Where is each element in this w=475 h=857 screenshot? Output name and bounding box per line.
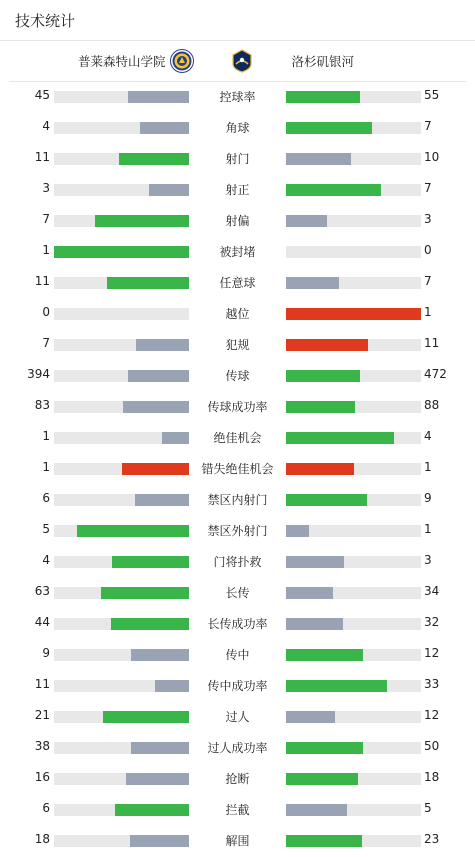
home-stat-bar <box>54 308 189 320</box>
away-stat-value: 7 <box>424 274 432 288</box>
home-stat-bar <box>54 835 189 847</box>
home-stat-bar <box>54 742 189 754</box>
home-stat-bar-fill <box>126 773 189 785</box>
home-stat-value: 5 <box>42 522 50 536</box>
away-stat-value: 3 <box>424 212 432 226</box>
away-stat-bar <box>286 401 421 413</box>
stat-label: 门将扑救 <box>213 555 262 569</box>
away-stat-value: 55 <box>424 88 440 102</box>
home-stat-bar-fill <box>111 618 189 630</box>
away-stat-bar <box>286 618 421 630</box>
stat-row <box>0 175 475 206</box>
home-stat-bar-fill <box>123 401 189 413</box>
home-stat-bar <box>54 277 189 289</box>
home-stat-value: 11 <box>34 274 50 288</box>
home-stat-bar-fill <box>135 494 189 506</box>
home-stat-bar-fill <box>136 339 189 351</box>
away-stat-bar <box>286 184 421 196</box>
away-stat-bar <box>286 556 421 568</box>
away-stat-bar <box>286 153 421 165</box>
stat-row <box>0 702 475 733</box>
stat-row <box>0 113 475 144</box>
stat-row <box>0 795 475 826</box>
away-stat-value: 12 <box>424 708 440 722</box>
stat-label: 射门 <box>225 152 250 166</box>
away-stat-bar-fill <box>286 494 367 506</box>
stat-row <box>0 237 475 268</box>
stat-row <box>0 144 475 175</box>
home-stat-value: 1 <box>42 429 50 443</box>
home-stat-value: 6 <box>42 491 50 505</box>
away-stat-value: 3 <box>424 553 432 567</box>
away-stat-bar-fill <box>286 773 358 785</box>
stat-label: 传中成功率 <box>207 679 268 693</box>
stats-list <box>0 82 475 857</box>
home-stat-value: 44 <box>34 615 50 629</box>
away-team-logo-icon <box>230 49 254 73</box>
stat-row <box>0 392 475 423</box>
home-stat-value: 38 <box>34 739 50 753</box>
away-stat-bar-fill <box>286 835 362 847</box>
away-stat-bar <box>286 91 421 103</box>
stat-row <box>0 733 475 764</box>
home-stat-value: 7 <box>42 212 50 226</box>
away-stat-value: 12 <box>424 646 440 660</box>
stat-row <box>0 268 475 299</box>
stat-label: 长传 <box>225 586 250 600</box>
stat-label: 传球 <box>225 369 250 383</box>
away-stat-value: 472 <box>424 367 447 381</box>
away-stat-value: 10 <box>424 150 440 164</box>
home-stat-bar <box>54 91 189 103</box>
home-team[interactable] <box>78 41 194 81</box>
home-stat-bar <box>54 122 189 134</box>
away-stat-bar <box>286 587 421 599</box>
home-team-name: 普莱森特山学院 <box>77 54 166 69</box>
home-stat-bar <box>54 184 189 196</box>
home-stat-value: 7 <box>42 336 50 350</box>
away-stat-value: 1 <box>424 522 432 536</box>
stat-label: 错失绝佳机会 <box>201 462 274 476</box>
away-stat-bar-fill <box>286 122 372 134</box>
away-stat-bar <box>286 370 421 382</box>
away-stat-value: 1 <box>424 305 432 319</box>
away-stat-bar <box>286 215 421 227</box>
away-stat-bar <box>286 308 421 320</box>
home-stat-bar-fill <box>162 432 189 444</box>
stat-label: 越位 <box>225 307 250 321</box>
home-stat-bar-fill <box>149 184 190 196</box>
stats-header <box>0 0 475 41</box>
away-stat-value: 23 <box>424 832 440 846</box>
home-stat-value: 11 <box>34 150 50 164</box>
away-stat-bar <box>286 835 421 847</box>
stat-row <box>0 82 475 113</box>
stat-label: 射偏 <box>225 214 250 228</box>
stat-row <box>0 516 475 547</box>
away-stat-bar <box>286 680 421 692</box>
away-stat-bar-fill <box>286 401 355 413</box>
away-stat-bar <box>286 711 421 723</box>
away-stat-value: 7 <box>424 181 432 195</box>
page-title: 技术统计 <box>15 11 76 30</box>
home-stat-bar-fill <box>95 215 190 227</box>
stat-row <box>0 547 475 578</box>
away-stat-value: 4 <box>424 429 432 443</box>
stat-label: 抢断 <box>225 772 250 786</box>
home-stat-value: 16 <box>34 770 50 784</box>
home-stat-value: 1 <box>42 460 50 474</box>
home-stat-bar <box>54 804 189 816</box>
away-stat-bar <box>286 773 421 785</box>
away-stat-bar-fill <box>286 680 387 692</box>
stat-row <box>0 206 475 237</box>
home-stat-value: 3 <box>42 181 50 195</box>
home-stat-bar <box>54 215 189 227</box>
home-stat-value: 6 <box>42 801 50 815</box>
away-stat-value: 7 <box>424 119 432 133</box>
home-stat-bar <box>54 649 189 661</box>
home-stat-bar <box>54 525 189 537</box>
home-stat-bar-fill <box>107 277 189 289</box>
stat-label: 绝佳机会 <box>213 431 262 445</box>
stat-row <box>0 764 475 795</box>
home-stat-bar-fill <box>103 711 189 723</box>
stat-label: 射正 <box>225 183 250 197</box>
away-stat-value: 9 <box>424 491 432 505</box>
away-stat-bar-fill <box>286 742 363 754</box>
home-stat-value: 394 <box>27 367 50 381</box>
stat-label: 长传成功率 <box>207 617 268 631</box>
home-stat-bar-fill <box>128 370 189 382</box>
away-stat-bar-fill <box>286 370 360 382</box>
home-stat-bar-fill <box>130 835 189 847</box>
home-stat-bar <box>54 339 189 351</box>
home-stat-bar-fill <box>140 122 189 134</box>
home-stat-bar-fill <box>119 153 189 165</box>
home-stat-bar <box>54 680 189 692</box>
home-stat-bar-fill <box>115 804 189 816</box>
away-stat-value: 11 <box>424 336 440 350</box>
home-stat-bar-fill <box>77 525 189 537</box>
away-stat-bar <box>286 277 421 289</box>
away-stat-bar-fill <box>286 804 347 816</box>
stat-label: 过人成功率 <box>207 741 268 755</box>
home-stat-bar <box>54 153 189 165</box>
home-stat-value: 9 <box>42 646 50 660</box>
stat-row <box>0 640 475 671</box>
away-team-name: 洛杉矶银河 <box>291 54 355 69</box>
stat-row <box>0 361 475 392</box>
away-stat-bar <box>286 494 421 506</box>
home-stat-bar-fill <box>101 587 189 599</box>
stat-label: 任意球 <box>219 276 256 290</box>
home-stat-bar-fill <box>131 649 189 661</box>
stat-label: 角球 <box>225 121 250 135</box>
away-stat-bar-fill <box>286 556 344 568</box>
home-stat-bar-fill <box>155 680 189 692</box>
away-stat-bar-fill <box>286 587 333 599</box>
away-stat-bar <box>286 432 421 444</box>
away-stat-value: 34 <box>424 584 440 598</box>
home-stat-bar <box>54 556 189 568</box>
home-stat-bar <box>54 618 189 630</box>
away-stat-bar <box>286 649 421 661</box>
away-stat-bar <box>286 525 421 537</box>
home-stat-bar <box>54 432 189 444</box>
stat-row <box>0 454 475 485</box>
away-stat-value: 32 <box>424 615 440 629</box>
away-stat-bar-fill <box>286 308 421 320</box>
home-stat-value: 21 <box>34 708 50 722</box>
stat-label: 传中 <box>225 648 250 662</box>
away-stat-bar-fill <box>286 215 327 227</box>
away-stat-value: 88 <box>424 398 440 412</box>
away-stat-bar <box>286 804 421 816</box>
home-stat-bar-fill <box>112 556 189 568</box>
home-stat-bar <box>54 246 189 258</box>
home-stat-bar-fill <box>122 463 190 475</box>
away-stat-bar-fill <box>286 339 368 351</box>
away-stat-bar-fill <box>286 463 354 475</box>
away-stat-bar <box>286 742 421 754</box>
away-stat-bar <box>286 246 421 258</box>
home-stat-value: 45 <box>34 88 50 102</box>
home-stat-bar <box>54 773 189 785</box>
away-stat-bar-fill <box>286 432 394 444</box>
teams-bar <box>9 41 466 82</box>
away-stat-bar <box>286 122 421 134</box>
away-stat-bar <box>286 463 421 475</box>
away-stat-bar-fill <box>286 153 351 165</box>
away-stat-bar-fill <box>286 649 363 661</box>
home-stat-bar <box>54 494 189 506</box>
away-stat-value: 5 <box>424 801 432 815</box>
stat-label: 拦截 <box>225 803 250 817</box>
home-stat-bar-fill <box>131 742 189 754</box>
home-stat-value: 18 <box>34 832 50 846</box>
home-stat-bar <box>54 401 189 413</box>
home-stat-value: 4 <box>42 119 50 133</box>
home-stat-bar <box>54 587 189 599</box>
stat-label: 被封堵 <box>219 245 256 259</box>
away-stat-bar-fill <box>286 277 339 289</box>
away-stat-bar-fill <box>286 184 381 196</box>
home-stat-value: 11 <box>34 677 50 691</box>
home-stat-value: 1 <box>42 243 50 257</box>
stat-row <box>0 578 475 609</box>
stat-label: 禁区外射门 <box>207 524 268 538</box>
home-stat-bar-fill <box>128 91 189 103</box>
away-stat-value: 50 <box>424 739 440 753</box>
home-stat-value: 83 <box>34 398 50 412</box>
stat-row <box>0 330 475 361</box>
stat-row <box>0 485 475 516</box>
home-stat-bar-fill <box>54 246 189 258</box>
away-stat-value: 0 <box>424 243 432 257</box>
home-team-logo-icon <box>170 49 194 73</box>
away-stat-bar <box>286 339 421 351</box>
stat-row <box>0 671 475 702</box>
home-stat-value: 4 <box>42 553 50 567</box>
stat-label: 禁区内射门 <box>207 493 268 507</box>
away-stat-bar-fill <box>286 525 309 537</box>
away-stat-value: 18 <box>424 770 440 784</box>
stat-row <box>0 609 475 640</box>
away-stat-value: 1 <box>424 460 432 474</box>
home-stat-bar <box>54 463 189 475</box>
away-stat-bar-fill <box>286 91 360 103</box>
stat-row <box>0 423 475 454</box>
stat-label: 控球率 <box>219 90 256 104</box>
stat-row <box>0 826 475 857</box>
away-stat-bar-fill <box>286 711 335 723</box>
home-stat-value: 63 <box>34 584 50 598</box>
stat-row <box>0 299 475 330</box>
stat-label: 过人 <box>225 710 250 724</box>
stat-label: 传球成功率 <box>207 400 268 414</box>
away-team[interactable] <box>292 41 355 81</box>
home-stat-value: 0 <box>42 305 50 319</box>
away-stat-value: 33 <box>424 677 440 691</box>
stat-label: 犯规 <box>225 338 250 352</box>
stat-label: 解围 <box>225 834 250 848</box>
home-stat-bar <box>54 370 189 382</box>
home-stat-bar <box>54 711 189 723</box>
away-stat-bar-fill <box>286 618 343 630</box>
